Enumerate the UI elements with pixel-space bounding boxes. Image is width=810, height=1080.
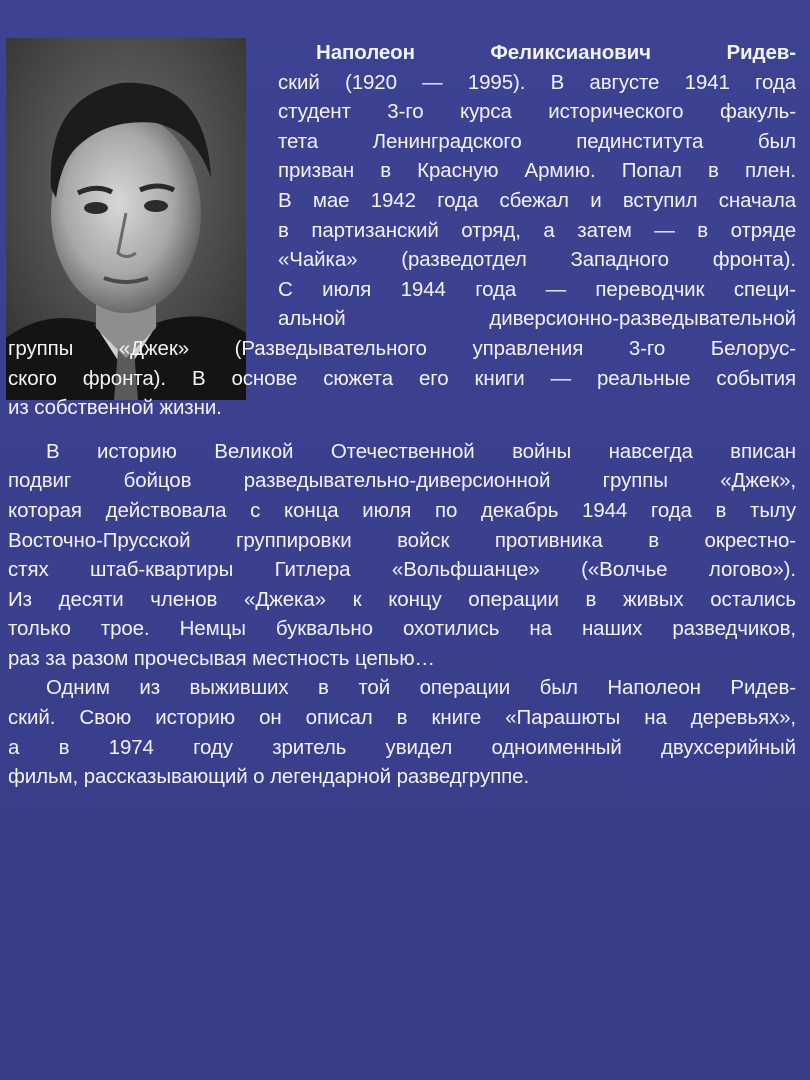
- para2-line: В историю Великой Отечественной войны навсегда вписан: [46, 439, 796, 463]
- para3-line: а в 1974 году зритель увидел одноименный двухсерийный: [8, 735, 796, 759]
- bio-line: ский (1920 — 1995). В августе 1941 года: [278, 70, 796, 94]
- bio-line: С июля 1944 года — переводчик специ-: [278, 277, 796, 301]
- para3-line: ский. Свою историю он описал в книге «Парашюты на деревьях»,: [8, 706, 796, 730]
- para2-line: раз за разом прочесывая местность цепью…: [8, 646, 435, 670]
- bio-line: тета Ленинградского пединститута был: [278, 129, 796, 153]
- bio-line: студент 3-го курса исторического факуль-: [278, 100, 796, 124]
- bio-line: в партизанский отряд, а затем — в отряде: [278, 218, 796, 242]
- bio-line: «Чайка» (разведотдел Западного фронта).: [278, 248, 796, 272]
- para2-line: которая действовала с конца июля по декабрь 1944 года в тылу: [8, 498, 796, 522]
- bio-line: ского фронта). В основе сюжета его книги — реальные события: [8, 366, 796, 390]
- bio-line: альной диверсионно-разведывательной: [278, 307, 796, 331]
- para2-line: Из десяти членов «Джека» к концу операции в живых остались: [8, 587, 796, 611]
- paragraph-gap: [8, 423, 796, 437]
- para3-line: Одним из выживших в той операции был Наполеон Ридев-: [46, 676, 796, 700]
- para2-line: стях штаб-квартиры Гитлера «Вольфшанце» («Волчье логово»).: [8, 558, 796, 582]
- bio-line: из собственной жизни.: [8, 396, 222, 420]
- bio-line: группы «Джек» (Разведывательного управления 3-го Белорус-: [8, 336, 796, 360]
- para2-line: только трое. Немцы буквально охотились на наших разведчиков,: [8, 617, 796, 641]
- para2-line: Восточно-Прусской группировки войск противника в окрестно-: [8, 528, 796, 552]
- main-text: [8, 38, 796, 792]
- author-name: Наполеон Феликсианович Ридев-: [316, 41, 796, 64]
- para3-line: фильм, рассказывающий о легендарной разведгруппе.: [8, 765, 530, 789]
- para2-line: подвиг бойцов разведывательно-диверсионной группы «Джек»,: [8, 469, 796, 493]
- bio-line: В мае 1942 года сбежал и вступил сначала: [278, 188, 796, 212]
- bio-line: призван в Красную Армию. Попал в плен.: [278, 159, 796, 183]
- bio-line: [278, 38, 796, 68]
